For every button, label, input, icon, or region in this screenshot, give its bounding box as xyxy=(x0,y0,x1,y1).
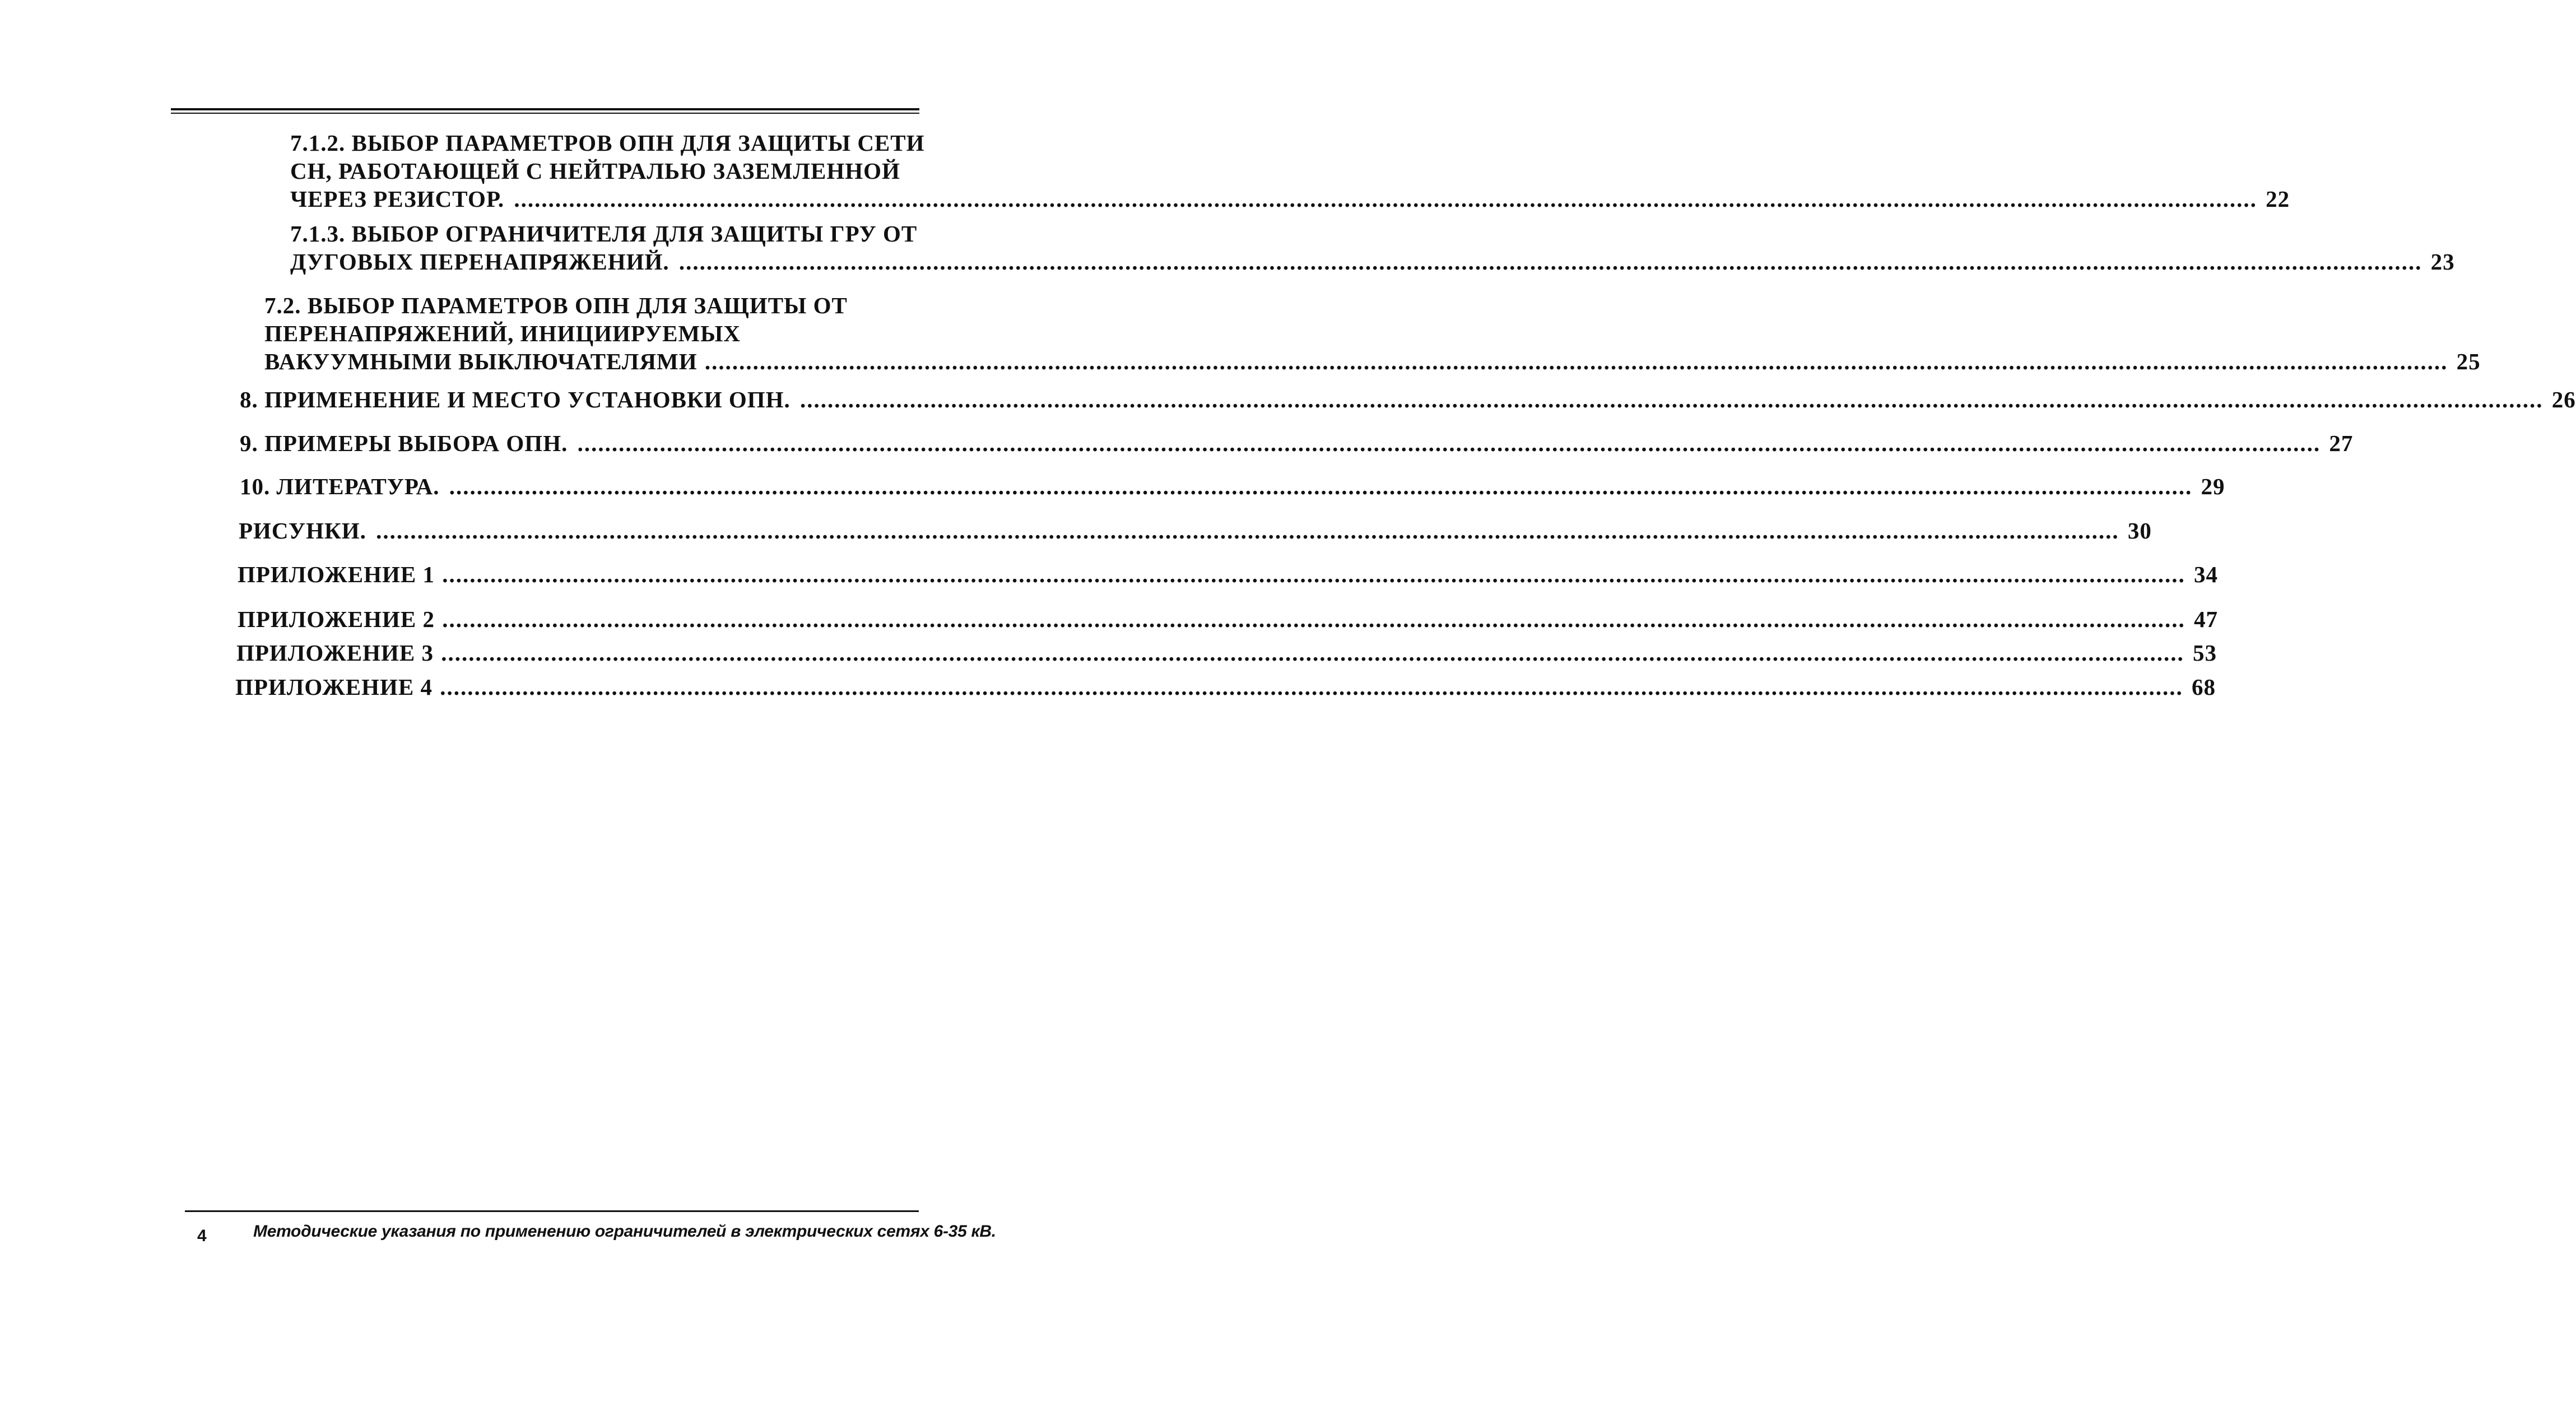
word: ОПН xyxy=(574,293,630,318)
dot-leader xyxy=(442,561,2186,587)
dot-leader xyxy=(578,430,2321,456)
word: 7.1.2. xyxy=(290,130,346,156)
toc-page-number: 47 xyxy=(2194,606,2219,632)
toc-page-number: 53 xyxy=(2193,640,2217,666)
dot-leader xyxy=(514,186,2257,212)
toc-entry-text xyxy=(290,129,925,157)
toc-entry-appendix-4[interactable] xyxy=(235,673,2216,701)
toc-entry-appendix-3[interactable] xyxy=(236,639,2217,667)
word: ОТ xyxy=(882,221,918,247)
word: ДЛЯ xyxy=(653,221,705,247)
word: РАБОТАЮЩЕЙ xyxy=(338,158,520,184)
toc-entry-text: ДУГОВЫХ ПЕРЕНАПРЯЖЕНИЙ. xyxy=(290,249,669,275)
dot-leader xyxy=(442,606,2186,632)
toc-page-number: 22 xyxy=(2266,186,2290,212)
header-rule xyxy=(171,108,919,110)
toc-entry-last-line xyxy=(290,248,2455,276)
toc-entry-last-line xyxy=(290,185,2290,213)
word: ЗАЗЕМЛЕННОЙ xyxy=(713,158,900,184)
word: ГРУ xyxy=(830,221,877,247)
dot-leader xyxy=(800,387,2544,412)
toc-entry-text: 9. ПРИМЕРЫ ВЫБОРА ОПН. xyxy=(240,430,568,456)
toc-entry-text xyxy=(264,291,922,319)
word: ВЫБОР xyxy=(351,221,439,247)
word: 7.1.3. xyxy=(290,221,346,247)
word: СЕТИ xyxy=(857,130,925,156)
word: ПЕРЕНАПРЯЖЕНИЙ, xyxy=(264,321,514,346)
toc-page-number: 27 xyxy=(2329,430,2354,456)
toc-entry-last-line xyxy=(238,560,2219,588)
toc-entry-text: ПРИЛОЖЕНИЕ 4 xyxy=(235,674,433,700)
toc-entry-10[interactable] xyxy=(240,472,2225,500)
toc-entry-text: ЧЕРЕЗ РЕЗИСТОР. xyxy=(290,186,505,212)
dot-leader xyxy=(440,674,2183,700)
toc-entry-text: 10. ЛИТЕРАТУРА. xyxy=(240,473,440,499)
word: ДЛЯ xyxy=(636,293,688,318)
toc-entry-text xyxy=(290,157,922,185)
dot-leader xyxy=(705,349,2448,374)
dot-leader xyxy=(441,640,2184,666)
toc-entry-last-line xyxy=(238,605,2219,633)
word: ДЛЯ xyxy=(680,130,732,156)
word: ВЫБОР xyxy=(351,130,439,156)
toc-entry-last-line xyxy=(236,639,2217,667)
toc-page-number: 68 xyxy=(2192,674,2216,700)
toc-page-number: 30 xyxy=(2127,518,2152,544)
toc-entry-9[interactable] xyxy=(240,429,2354,457)
toc-entry-last-line xyxy=(240,472,2225,500)
toc-page-number: 23 xyxy=(2430,249,2455,275)
word: НЕЙТРАЛЬЮ xyxy=(549,158,707,184)
toc-entry-7-2[interactable] xyxy=(264,291,2481,375)
toc-entry-text: РИСУНКИ. xyxy=(239,518,366,544)
toc-entry-text: ПРИЛОЖЕНИЕ 2 xyxy=(238,606,435,632)
page-footer xyxy=(0,1219,1038,1247)
toc-entry-7-1-3[interactable] xyxy=(290,220,2455,276)
toc-entry-last-line xyxy=(239,517,2152,545)
word: ОГРАНИЧИТЕЛЯ xyxy=(445,221,647,247)
toc-entry-appendix-2[interactable] xyxy=(238,605,2219,633)
word: 7.2. xyxy=(264,293,301,318)
toc-entry-last-line xyxy=(235,673,2216,701)
word: ОПН xyxy=(619,130,675,156)
word: СН, xyxy=(290,158,332,184)
toc-entry-text: 8. ПРИМЕНЕНИЕ И МЕСТО УСТАНОВКИ ОПН. xyxy=(240,387,791,412)
word: С xyxy=(526,158,543,184)
word: ЗАЩИТЫ xyxy=(738,130,852,156)
toc-page-number: 25 xyxy=(2456,349,2481,374)
toc-entry-figures[interactable] xyxy=(239,517,2152,545)
toc-page-number: 26 xyxy=(2551,387,2576,412)
word: ВЫБОР xyxy=(307,293,396,318)
toc-entry-text: ПРИЛОЖЕНИЕ 1 xyxy=(238,561,435,587)
page-number: 4 xyxy=(197,1227,207,1245)
header-rule-thin xyxy=(171,113,919,114)
running-title: Методические указания по применению ограничителей в электрических сетях 6-35 кВ. xyxy=(253,1222,996,1241)
word: ЗАЩИТЫ xyxy=(710,221,824,247)
word: ПАРАМЕТРОВ xyxy=(445,130,613,156)
toc-entry-text xyxy=(290,220,922,248)
dot-leader xyxy=(679,249,2422,275)
word: ПАРАМЕТРОВ xyxy=(401,293,569,318)
toc-entry-text: ВАКУУМНЫМИ ВЫКЛЮЧАТЕЛЯМИ xyxy=(264,349,698,374)
toc-page-number: 34 xyxy=(2194,561,2219,587)
toc-entry-appendix-1[interactable] xyxy=(238,560,2219,588)
footer-rule xyxy=(185,1210,919,1212)
toc-entry-last-line xyxy=(240,429,2354,457)
toc-entry-7-1-2[interactable] xyxy=(290,129,2290,213)
toc-entry-text xyxy=(264,319,922,347)
word: ИНИЦИИРУЕМЫХ xyxy=(520,321,741,346)
dot-leader xyxy=(376,518,2119,544)
toc-page-number: 29 xyxy=(2201,473,2225,499)
dot-leader xyxy=(449,473,2193,499)
toc-entry-8[interactable] xyxy=(240,386,2576,414)
word: ЗАЩИТЫ xyxy=(694,293,807,318)
toc-entry-last-line xyxy=(240,386,2576,414)
word: ОТ xyxy=(813,293,848,318)
toc-entry-last-line xyxy=(264,347,2481,375)
toc-entry-text: ПРИЛОЖЕНИЕ 3 xyxy=(236,640,434,666)
